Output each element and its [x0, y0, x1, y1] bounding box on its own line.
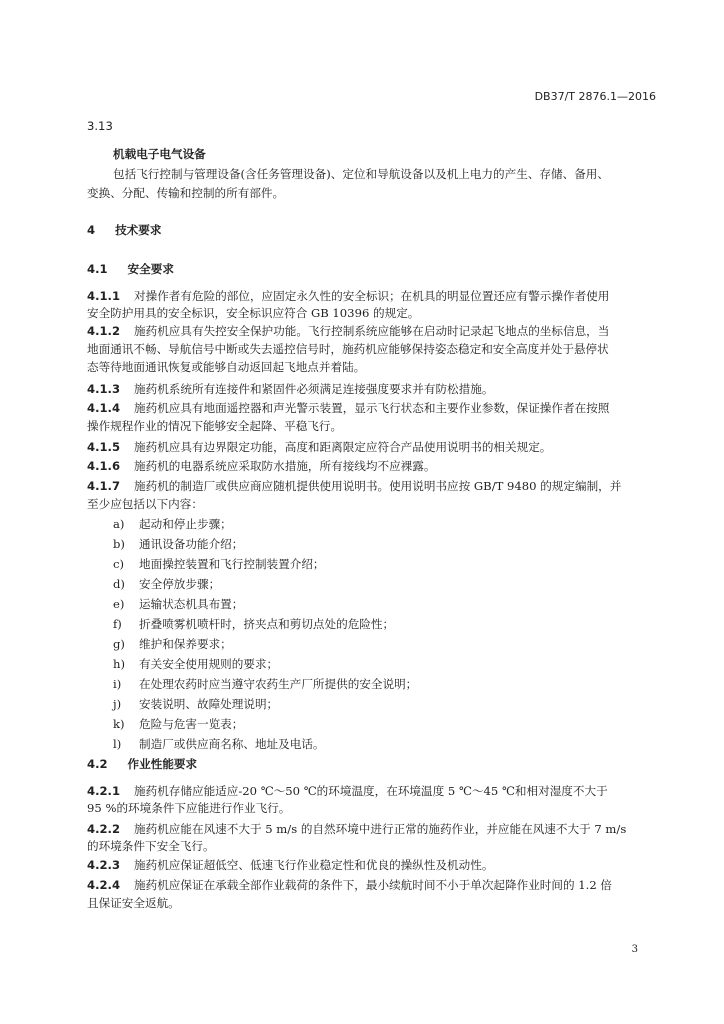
term-definition-line: 包括飞行控制与管理设备(含任务管理设备)、定位和导航设备以及机上电力的产生、存储、备用、: [113, 167, 609, 181]
clause-4-1-5: 4.1.5 施药机应具有边界限定功能，高度和距离限定应符合产品使用说明书的相关规定。: [87, 440, 552, 454]
clause-line: 安全防护用具的安全标识，安全标识应符合 GB 10396 的规定。: [87, 306, 420, 320]
list-item: h) 有关安全使用规则的要求；: [113, 657, 279, 671]
clause-4-2-2: 4.2.2 施药机应能在风速不大于 5 m/s 的自然环境中进行正常的施药作业，并应能在风速不大于 7 m/s: [87, 822, 627, 836]
clause-4-1-1: 4.1.1 对操作者有危险的部位，应固定永久性的安全标识；在机具的明显位置还应有警示操作者使用: [87, 289, 610, 303]
list-item: f) 折叠喷雾机喷杆时，挤夹点和剪切点处的危险性；: [113, 617, 395, 631]
clause-line: 态等待地面通讯恢复或能够自动返回起飞地点并着陆。: [87, 360, 366, 374]
list-item: g) 维护和保养要求；: [113, 637, 232, 651]
clause-4-2-1: 4.2.1 施药机存储应能适应-20 ℃～50 ℃的环境温度，在环境温度 5 ℃～45 ℃和相对湿度不大于: [87, 784, 608, 798]
list-item: c) 地面操控装置和飞行控制装置介绍；: [113, 557, 325, 571]
clause-4-1-4: 4.1.4 施药机应具有地面遥控器和声光警示装置，显示飞行状态和主要作业参数，保证操作者在按照: [87, 401, 610, 415]
list-item: e) 运输状态机具布置；: [113, 597, 244, 611]
clause-line: 且保证安全返航。: [87, 896, 180, 910]
clause-4-1-3: 4.1.3 施药机系统所有连接件和紧固件必须满足连接强度要求并有防松措施。: [87, 382, 494, 396]
clause-4-1-6: 4.1.6 施药机的电器系统应采取防水措施，所有接线均不应裸露。: [87, 459, 436, 473]
list-item: b) 通讯设备功能介绍；: [113, 537, 244, 551]
clause-number-3-13: 3.13: [87, 119, 113, 133]
list-item: l) 制造厂或供应商名称、地址及电话。: [113, 737, 325, 751]
term-definition-line: 变换、分配、传输和控制的所有部件。: [87, 186, 285, 200]
clause-line: 地面通讯不畅、导航信号中断或失去遥控信号时，施药机应能够保持姿态稳定和安全高度并处于悬停状: [87, 342, 609, 356]
clause-4-1-7: 4.1.7 施药机的制造厂或供应商应随机提供使用说明书。使用说明书应按 GB/T 9480 的规定编制，并: [87, 479, 622, 493]
clause-4-2-4: 4.2.4 施药机应保证在承载全部作业载荷的条件下，最小续航时间不小于单次起降作业时间的 1.2 倍: [87, 878, 612, 892]
document-code: DB37/T 2876.1—2016: [534, 90, 656, 103]
section-heading-4-1: 4.1 安全要求: [87, 262, 174, 276]
clause-line: 操作规程作业的情况下能够安全起降、平稳飞行。: [87, 419, 343, 433]
clause-line: 95 %的环境条件下应能进行作业飞行。: [87, 801, 291, 815]
clause-line: 至少应包括以下内容：: [87, 497, 203, 511]
list-item: j) 安装说明、故障处理说明；: [113, 697, 279, 711]
list-item: i) 在处理农药时应当遵守农药生产厂所提供的安全说明；: [113, 677, 418, 691]
term-title: 机载电子电气设备: [113, 147, 206, 161]
page-number: 3: [631, 944, 638, 955]
clause-4-2-3: 4.2.3 施药机应保证超低空、低速飞行作业稳定性和优良的操纵性及机动性。: [87, 858, 494, 872]
list-item: a) 起动和停止步骤；: [113, 517, 232, 531]
list-item: d) 安全停放步骤；: [113, 577, 221, 591]
clause-line: 的环境条件下安全飞行。: [87, 839, 215, 853]
clause-4-1-2: 4.1.2 施药机应具有失控安全保护功能。飞行控制系统应能够在启动时记录起飞地点的坐标信息，当: [87, 324, 610, 338]
section-heading-4: 4 技术要求: [87, 223, 162, 237]
section-heading-4-2: 4.2 作业性能要求: [87, 757, 198, 771]
list-item: k) 危险与危害一览表；: [113, 717, 244, 731]
